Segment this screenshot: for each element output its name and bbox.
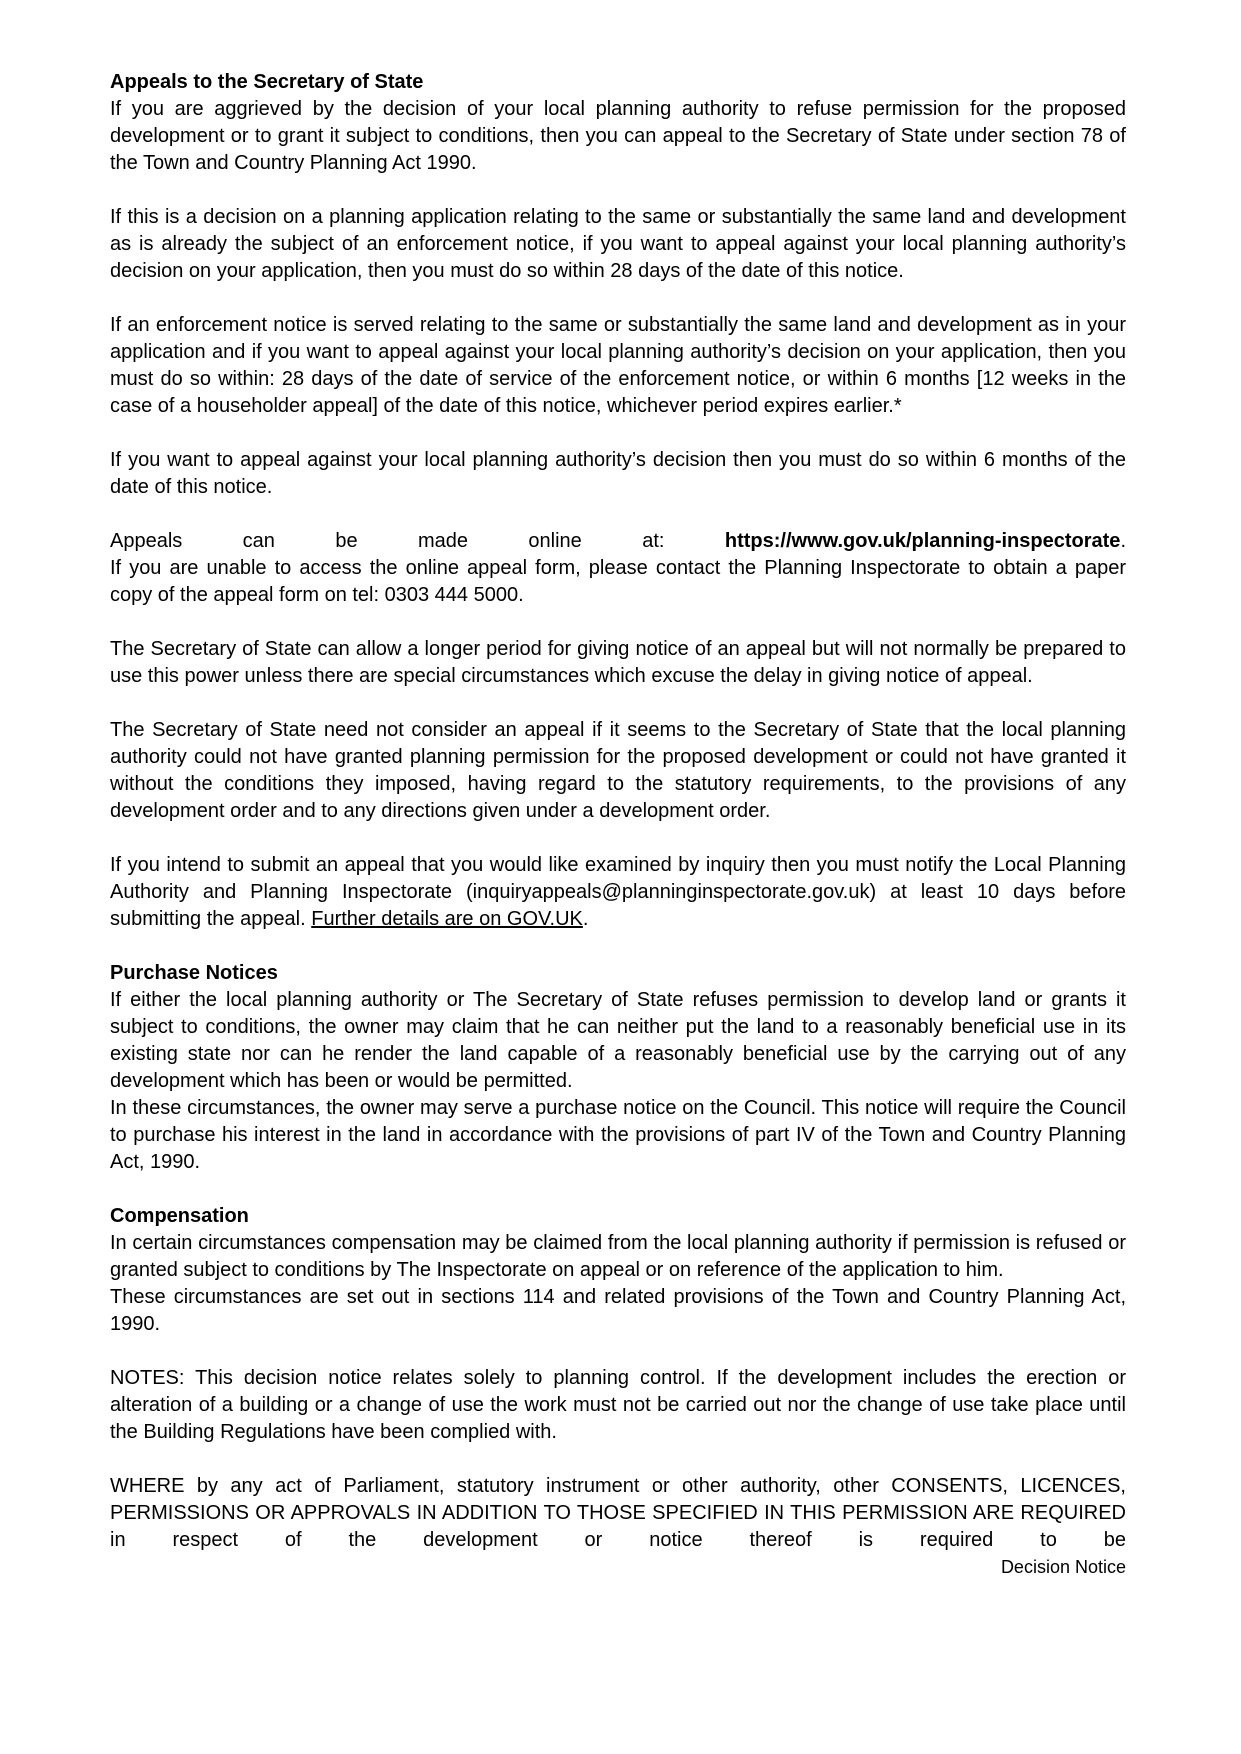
document-body bbox=[110, 69, 1126, 1581]
heading-appeals-to-secretary-of-state: Appeals to the Secretary of State bbox=[110, 71, 424, 93]
paragraph-appeals-online bbox=[110, 528, 1126, 609]
paragraph-notes-building-regulations: NOTES: This decision notice relates solely to planning control. If the development includes the erection or alteration of a building or a change of use the work must not be carried out nor the change of use take place until the Building Regulations have been complied with. bbox=[110, 1367, 1126, 1443]
footer-decision-notice-label: Decision Notice bbox=[1000, 1557, 1126, 1577]
appeals-online-rest: If you are unable to access the online appeal form, please contact the Planning Inspectorate to obtain a paper copy of the appeal form on tel: 0303 444 5000. bbox=[110, 557, 1126, 606]
heading-purchase-notices: Purchase Notices bbox=[110, 962, 278, 984]
paragraph-compensation-claim: In certain circumstances compensation may be claimed from the local planning authority if permission is refused or granted subject to conditions by The Inspectorate on appeal or on reference of the application to him. bbox=[110, 1232, 1126, 1281]
appeals-online-line bbox=[110, 528, 1126, 555]
gov-uk-further-details-link[interactable]: Further details are on GOV.UK bbox=[311, 908, 583, 930]
paragraph-enforcement-notice-served: If an enforcement notice is served relating to the same or substantially the same land and development as in your application and if you want to appeal against your local planning authority’s decision on your application, then you must do so within: 28 days of the date of service of the enforcement notice, or within 6 months [12 weeks in the case of a householder appeal] of the date of this notice, whichever period expires earlier.* bbox=[110, 314, 1126, 417]
paragraph-purchase-claim: If either the local planning authority or The Secretary of State refuses permission to develop land or grants it subject to conditions, the owner may claim that he can neither put the land to a reasonably beneficial use in its existing state nor can he render the land capable of a reasonably beneficial use by the carrying out of any development which has been or would be permitted. bbox=[110, 989, 1126, 1092]
inquiry-tail: . bbox=[582, 908, 589, 930]
heading-compensation: Compensation bbox=[110, 1205, 249, 1227]
paragraph-six-months-deadline: If you want to appeal against your local planning authority’s decision then you must do so within 6 months of the date of this notice. bbox=[110, 449, 1126, 498]
paragraph-need-not-consider: The Secretary of State need not consider an appeal if it seems to the Secretary of State that the local planning authority could not have granted planning permission for the proposed development or could not have granted it without the conditions they imposed, having regard to the statutory requirements, to the provisions of any development order and to any directions given under a development order. bbox=[110, 719, 1126, 822]
paragraph-same-land-enforcement: If this is a decision on a planning application relating to the same or substantially the same land and development as is already the subject of an enforcement notice, if you want to appeal against your local planning authority’s decision on your application, then you must do so within 28 days of the date of this notice. bbox=[110, 206, 1126, 282]
paragraph-where-consents: WHERE by any act of Parliament, statutory instrument or other authority, other CONSENTS, LICENCES, PERMISSIONS OR APPROVALS IN ADDITION TO THOSE SPECIFIED IN THIS PERMISSION ARE REQUIRED in respect of the development or notice thereof is required to be bbox=[110, 1475, 1126, 1551]
paragraph-inquiry-notification bbox=[110, 852, 1126, 933]
paragraph-appeal-right: If you are aggrieved by the decision of your local planning authority to refuse permission for the proposed development or to grant it subject to conditions, then you can appeal to the Secretary of State under section 78 of the Town and Country Planning Act 1990. bbox=[110, 98, 1126, 174]
paragraph-compensation-sections: These circumstances are set out in sections 114 and related provisions of the Town and Country Planning Act, 1990. bbox=[110, 1286, 1126, 1335]
inquiry-lead: If you intend to submit an appeal that you would like examined by inquiry then you must notify the Local Planning Authority and Planning Inspectorate (inquiryappeals@planninginspectorate.gov.uk) at least 10 days before submitting the appeal. bbox=[110, 854, 1126, 930]
planning-inspectorate-url[interactable]: https://www.gov.uk/planning-inspectorate bbox=[724, 530, 1121, 552]
appeals-online-lead: Appeals can be made online at: bbox=[110, 530, 665, 552]
appeals-online-period: . bbox=[1120, 530, 1126, 552]
paragraph-purchase-notice-serve: In these circumstances, the owner may serve a purchase notice on the Council. This notice will require the Council to purchase his interest in the land in accordance with the provisions of part IV of the Town and Country Planning Act, 1990. bbox=[110, 1097, 1126, 1173]
paragraph-longer-period: The Secretary of State can allow a longer period for giving notice of an appeal but will not normally be prepared to use this power unless there are special circumstances which excuse the delay in giving notice of appeal. bbox=[110, 638, 1126, 687]
